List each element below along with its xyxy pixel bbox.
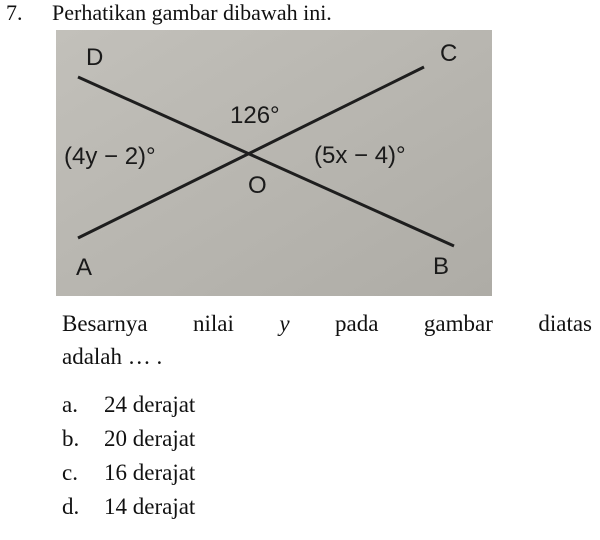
option-letter: d.	[62, 494, 80, 519]
option-letter: a.	[62, 392, 78, 417]
stem-line-1	[62, 307, 592, 340]
angle-label-top: 126°	[230, 102, 280, 129]
option-text: 24 derajat	[104, 392, 196, 417]
option-text: 16 derajat	[104, 460, 196, 485]
figure-svg	[56, 30, 492, 296]
question-title: Perhatikan gambar dibawah ini.	[52, 0, 332, 25]
option-d[interactable]	[62, 490, 195, 524]
option-text: 14 derajat	[104, 494, 196, 519]
angle-label-left: (4y − 2)°	[64, 143, 156, 170]
option-letter: b.	[62, 426, 80, 451]
stem-line-2: adalah … .	[62, 344, 163, 369]
stem-variable: y	[279, 311, 290, 336]
question-stem	[62, 307, 592, 373]
point-label-B: B	[433, 253, 450, 280]
stem-word: nilai	[193, 311, 234, 336]
stem-word: gambar	[423, 311, 493, 336]
option-b[interactable]	[62, 422, 195, 456]
point-label-O: O	[248, 172, 267, 199]
option-c[interactable]	[62, 456, 195, 490]
point-label-A: A	[76, 254, 93, 281]
geometry-figure	[56, 30, 492, 296]
point-label-C: C	[440, 40, 458, 67]
stem-word: pada	[335, 311, 379, 336]
stem-word: Besarnya	[62, 311, 148, 336]
angle-label-right: (5x − 4)°	[314, 142, 406, 169]
stem-word: diatas	[538, 311, 592, 336]
option-a[interactable]	[62, 388, 195, 422]
question-header	[6, 0, 332, 26]
option-text: 20 derajat	[104, 426, 196, 451]
point-label-D: D	[86, 44, 104, 71]
option-letter: c.	[62, 460, 78, 485]
question-number: 7.	[6, 0, 23, 25]
answer-options	[62, 388, 195, 524]
